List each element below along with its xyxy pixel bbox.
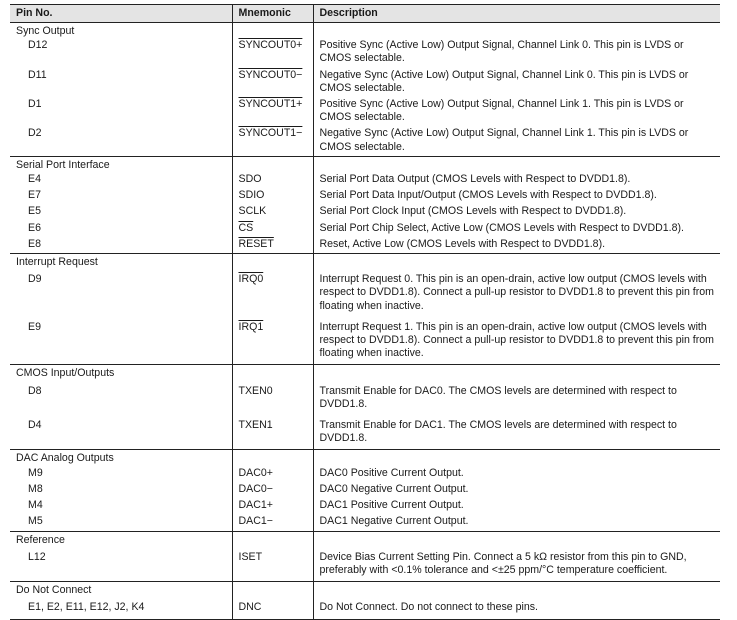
- description: Positive Sync (Active Low) Output Signal, Channel Link 0. This pin is LVDS or CMOS selectable.: [313, 38, 720, 67]
- table-row: [10, 172, 720, 188]
- description: DAC1 Negative Current Output.: [313, 514, 720, 531]
- table-row: [10, 547, 720, 582]
- table-row: [10, 415, 720, 450]
- mnemonic: ISET: [232, 547, 313, 582]
- mnemonic: SDIO: [232, 188, 313, 204]
- table-row: [10, 498, 720, 514]
- mnemonic: [232, 317, 313, 365]
- pin-number: E1, E2, E11, E12, J2, K4: [10, 597, 232, 619]
- mnemonic: DAC1+: [232, 498, 313, 514]
- pin-number: L12: [28, 550, 46, 563]
- table-row: [10, 317, 720, 365]
- pin-number: D1: [28, 98, 42, 111]
- active-low-mnemonic: SYNCOUT1−: [238, 127, 303, 140]
- description: Interrupt Request 1. This pin is an open-drain, active low output (CMOS levels with respect to DVDD1.8). Connect a pull-up resistor to DVDD1.8 to prevent this pin from floating when inactive.: [313, 317, 720, 365]
- description: Serial Port Clock Input (CMOS Levels with Respect to DVDD1.8).: [313, 204, 720, 220]
- pin-number: D12: [28, 39, 48, 52]
- header-pin-no: Pin No.: [10, 5, 232, 23]
- section-row-sync-output: [10, 23, 720, 39]
- pin-number: M8: [28, 482, 43, 495]
- table-row: [10, 188, 720, 204]
- mnemonic: DAC0−: [232, 482, 313, 498]
- mnemonic: [232, 221, 313, 237]
- table-row: [10, 97, 720, 126]
- pin-number: E7: [28, 189, 41, 202]
- section-row-do-not-connect: [10, 582, 720, 598]
- pin-number: E8: [28, 237, 41, 250]
- pin-number: D8: [28, 384, 42, 397]
- mnemonic: DAC0+: [232, 466, 313, 482]
- description: Serial Port Data Output (CMOS Levels with Respect to DVDD1.8).: [313, 172, 720, 188]
- description: Transmit Enable for DAC0. The CMOS levels are determined with respect to DVDD1.8.: [313, 381, 720, 415]
- section-row-reference: [10, 531, 720, 547]
- description: DAC0 Negative Current Output.: [313, 482, 720, 498]
- table-row: [10, 482, 720, 498]
- header-mnemonic: Mnemonic: [232, 5, 313, 23]
- mnemonic: [232, 68, 313, 97]
- table-row: [10, 68, 720, 97]
- pin-number: M5: [28, 515, 43, 528]
- description: Serial Port Data Input/Output (CMOS Levels with Respect to DVDD1.8).: [313, 188, 720, 204]
- table-row: [10, 514, 720, 531]
- description: Positive Sync (Active Low) Output Signal, Channel Link 1. This pin is LVDS or CMOS selectable.: [313, 97, 720, 126]
- description: Negative Sync (Active Low) Output Signal, Channel Link 0. This pin is LVDS or CMOS selectable.: [313, 68, 720, 97]
- active-low-mnemonic: IRQ1: [238, 320, 264, 333]
- active-low-mnemonic: SYNCOUT1+: [238, 98, 303, 111]
- section-title: Interrupt Request: [10, 254, 232, 270]
- table-row: [10, 126, 720, 156]
- mnemonic: [232, 126, 313, 156]
- mnemonic: SCLK: [232, 204, 313, 220]
- pin-number: E4: [28, 173, 41, 186]
- table-row: [10, 38, 720, 67]
- pin-function-table: [10, 4, 720, 620]
- section-title: Reference: [10, 531, 232, 547]
- header-description: Description: [313, 5, 720, 23]
- pin-number: E9: [28, 320, 41, 333]
- table-row: [10, 221, 720, 237]
- active-low-mnemonic: IRQ0: [238, 273, 264, 286]
- section-title: CMOS Input/Outputs: [10, 365, 232, 381]
- mnemonic: [232, 269, 313, 317]
- description: Device Bias Current Setting Pin. Connect a 5 kΩ resistor from this pin to GND, preferably with <0.1% tolerance and <±25 ppm/°C temperature coefficient.: [313, 547, 720, 582]
- description: Serial Port Chip Select, Active Low (CMOS Levels with Respect to DVDD1.8).: [313, 221, 720, 237]
- table-row: [10, 466, 720, 482]
- pin-number: M9: [28, 466, 43, 479]
- section-row-cmos-input-outputs: [10, 365, 720, 381]
- table-row: [10, 381, 720, 415]
- table-row: [10, 269, 720, 317]
- description: DAC0 Positive Current Output.: [313, 466, 720, 482]
- pin-number: D4: [28, 419, 42, 432]
- active-low-mnemonic: $\overline{CS}$: [238, 221, 254, 234]
- section-title: Serial Port Interface: [10, 156, 232, 172]
- description: DAC1 Positive Current Output.: [313, 498, 720, 514]
- pin-number: D9: [28, 273, 42, 286]
- mnemonic: [232, 97, 313, 126]
- active-low-mnemonic: SYNCOUT0−: [238, 68, 303, 81]
- table-row: [10, 597, 720, 619]
- section-title: Do Not Connect: [10, 582, 232, 598]
- active-low-mnemonic: RESET: [238, 237, 274, 250]
- table-row: [10, 237, 720, 254]
- description: Transmit Enable for DAC1. The CMOS levels are determined with respect to DVDD1.8.: [313, 415, 720, 450]
- pin-number: E5: [28, 205, 41, 218]
- mnemonic: SDO: [232, 172, 313, 188]
- table-row: [10, 204, 720, 220]
- section-row-interrupt-request: [10, 254, 720, 270]
- description: Negative Sync (Active Low) Output Signal, Channel Link 1. This pin is LVDS or CMOS selectable.: [313, 126, 720, 156]
- section-title: Sync Output: [10, 23, 232, 39]
- section-row-serial-port-interface: [10, 156, 720, 172]
- description: Do Not Connect. Do not connect to these pins.: [313, 597, 720, 619]
- mnemonic: [232, 38, 313, 67]
- section-title: DAC Analog Outputs: [10, 450, 232, 466]
- active-low-mnemonic: SYNCOUT0+: [238, 39, 303, 52]
- description: Interrupt Request 0. This pin is an open-drain, active low output (CMOS levels with respect to DVDD1.8). Connect a pull-up resistor to DVDD1.8 to prevent this pin from floating when inactive.: [313, 269, 720, 317]
- description: Reset, Active Low (CMOS Levels with Respect to DVDD1.8).: [313, 237, 720, 254]
- pin-number: D11: [28, 68, 47, 81]
- section-row-dac-analog-outputs: [10, 450, 720, 466]
- mnemonic: [232, 237, 313, 254]
- pin-number: E6: [28, 221, 41, 234]
- mnemonic: TXEN1: [232, 415, 313, 450]
- pin-number: M4: [28, 499, 43, 512]
- pin-number: D2: [28, 127, 42, 140]
- mnemonic: DNC: [232, 597, 313, 619]
- mnemonic: TXEN0: [232, 381, 313, 415]
- table-header-row: [10, 5, 720, 23]
- mnemonic: DAC1−: [232, 514, 313, 531]
